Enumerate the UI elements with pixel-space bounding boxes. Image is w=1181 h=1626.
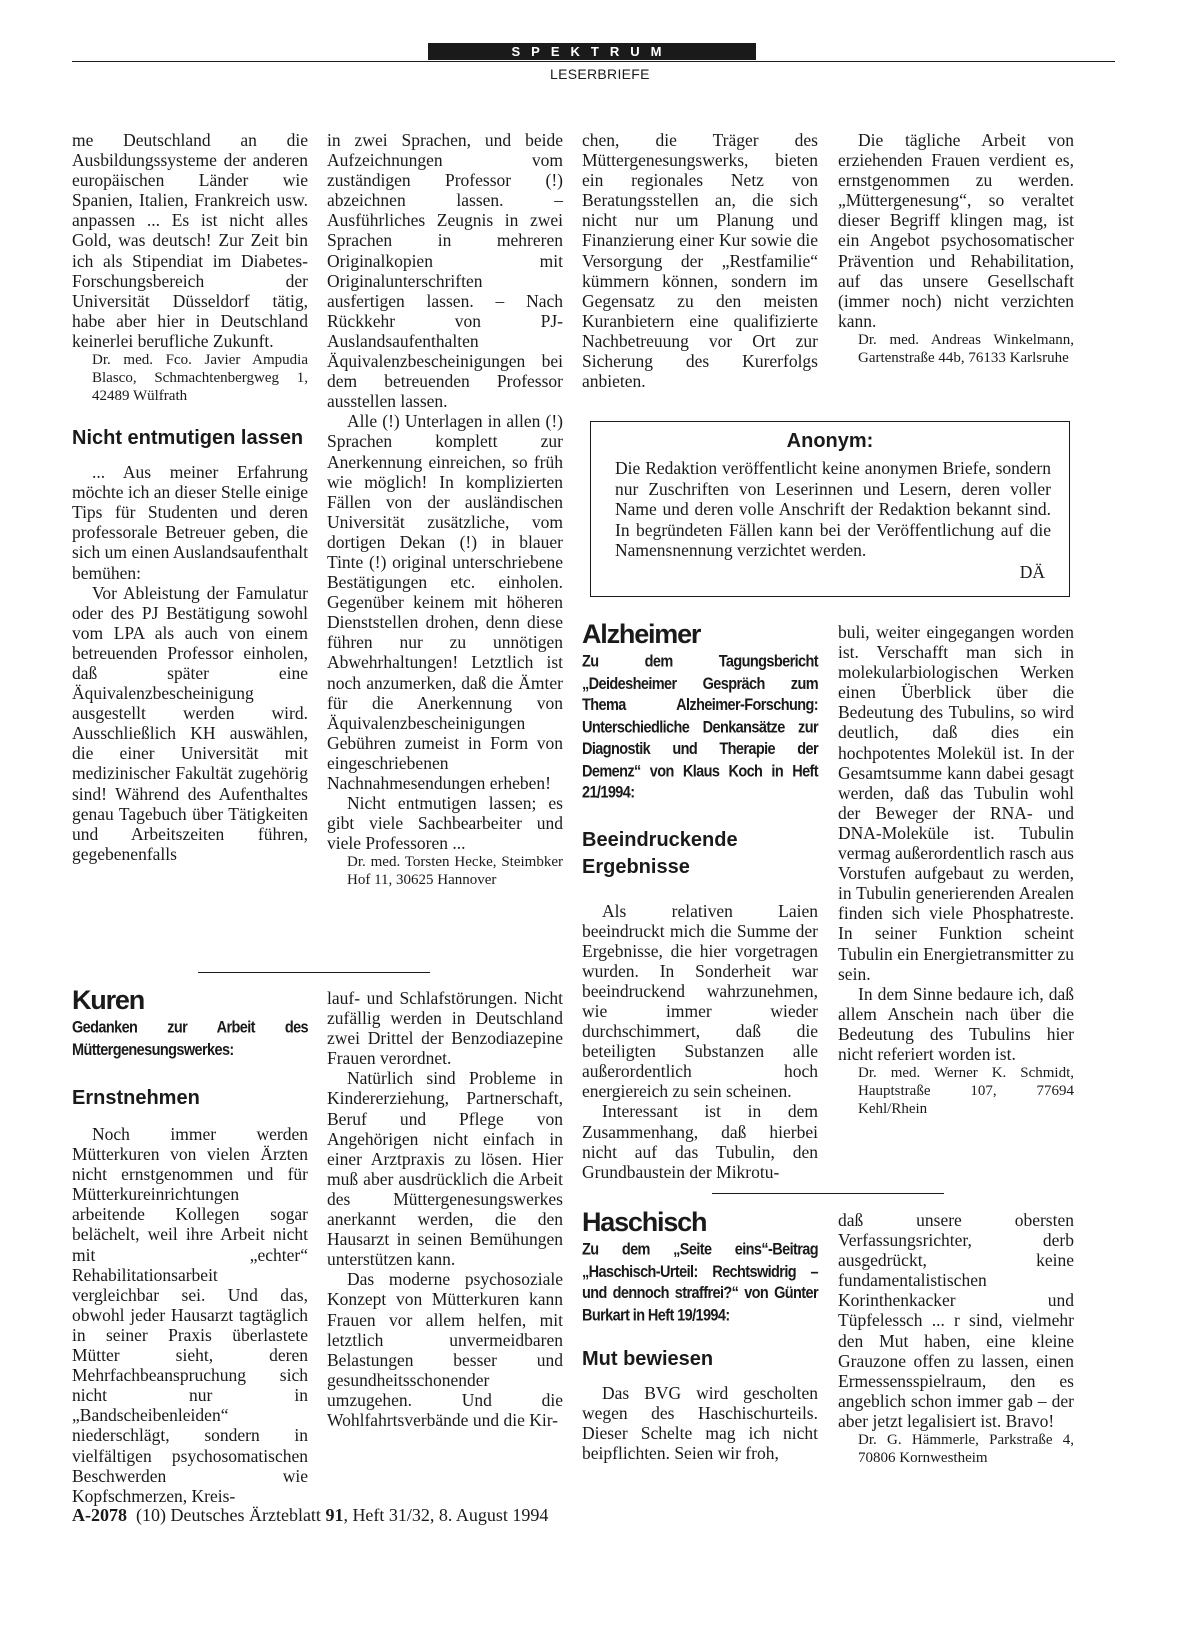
letter-paragraph: in zwei Sprachen, und beide Aufzeichnungen vom zuständigen Professor (!) abzeichnen lassen. – Ausführliches Zeugnis in zwei Sprachen in mehreren Originalkopien mit Originalunterschriften ausfertigen lassen. – Nach Rückkehr von PJ-Auslandsaufenthalten Äquivalenzbescheinigungen bei dem betreuenden Professor ausstellen lassen. bbox=[327, 130, 563, 412]
kuren-paragraph: Natürlich sind Probleme in Kindererziehung, Partnerschaft, Beruf und Pflege von Angehörigen nicht einfach in einer Arztpraxis zu lösen. Hier muß aber ausdrücklich die Arbeit des Müttergenesungswerkes anerkannt werden, die den Hausarzt in seinen Bemühungen unterstützen kann. bbox=[327, 1068, 563, 1270]
letter-signature: Dr. med. Torsten Hecke, Steimbker Hof 11, 30625 Hannover bbox=[347, 854, 563, 889]
letter-paragraph: Vor Ableistung der Famulatur oder des PJ Bestätigung sowohl vom LPA als auch von einem betreuenden Professor einholen, daß später eine Äquivalenzbescheinigung ausgestellt werden wird. Ausschließlich KH auswählen, die einer Universität mit medizinischer Fakultät zugehörig sind! Während des Aufenthaltes genau Tagebuch über Tätigkeiten und Arbeitszeiten führen, gegebenenfalls bbox=[72, 582, 308, 864]
alzheimer-column-2 bbox=[838, 622, 1074, 1118]
letter-signature: Dr. med. Andreas Winkelmann, Gartenstraße 44b, 76133 Karlsruhe bbox=[858, 331, 1074, 366]
alzheimer-signature: Dr. med. Werner K. Schmidt, Hauptstraße 107, 77694 Kehl/Rhein bbox=[858, 1065, 1074, 1118]
haschisch-intro: Zu dem „Seite eins“-Beitrag „Haschisch-Urteil: Rechtswidrig – und dennoch straffrei?“ von Günter Burkart in Heft 19/1994: bbox=[582, 1241, 818, 1325]
kuren-column-2 bbox=[327, 988, 563, 1430]
alzheimer-intro: Zu dem Tagungsbericht „Deidesheimer Gespräch zum Thema Alzheimer-Forschung: Unterschiedliche Denkansätze zur Diagnostik und Therapie der Demenz“ von Klaus Koch in Heft 21/1994: bbox=[582, 653, 818, 803]
letter-signature: Dr. med. Fco. Javier Ampudia Blasco, Schmachtenbergweg 1, 42489 Wülfrath bbox=[92, 352, 308, 405]
letter-column-2 bbox=[327, 130, 563, 889]
letter-paragraph: Alle (!) Unterlagen in allen (!) Sprachen komplett zur Anerkennung einreichen, so früh wie möglich! In komplizierten Fällen von der ausländischen Universität zusätzliche, vom dortigen Dekan (!) in blauer Tinte (!) original unterschriebene Bestätigungen etc. einholen. Gegenüber keinem mit höheren Dienststellen drohen, denn diese führen nur zu unnötigen Abwehrhaltungen! Letztlich ist noch anzumerken, daß die Ämter für die Anerkennung von Äquivalenzbescheinigungen Gebühren zumeist in Form von eingeschriebenen Nachnahmesendungen erheben! bbox=[327, 411, 563, 793]
alzheimer-paragraph: In dem Sinne bedaure ich, daß allem Anschein nach über die Bedeutung des Tubulins hier nicht referiert worden ist. bbox=[838, 983, 1074, 1064]
kuren-intro: Gedanken zur Arbeit des Müttergenesungswerkes: bbox=[72, 1019, 308, 1059]
haschisch-headline: Mut bewiesen bbox=[582, 1348, 714, 1370]
page-number: A-2078 bbox=[72, 1505, 127, 1525]
editorial-note-title: Anonym: bbox=[786, 430, 874, 452]
editorial-note-text: Die Redaktion veröffentlicht keine anonymen Briefe, sondern nur Zuschriften von Leserinnen und Lesern, deren voller Name und deren volle Anschrift der Redaktion bekannt sind. In begründeten Fällen kann bei der Veröffentlichung auf die Namensnennung verzichtet werden. bbox=[615, 458, 1051, 560]
kuren-paragraph: lauf- und Schlafstörungen. Nicht zufällig werden in Deutschland zwei Drittel der Benzodiazepine Frauen verordnet. bbox=[327, 988, 563, 1069]
alzheimer-paragraph: Als relativen Laien beeindruckt mich die Summe der Ergebnisse, die hier vorgetragen wurden. In Sonderheit war beeindruckend wahrzunehmen, wie immer wieder durchschimmert, daß die beteiligten Substanzen alle außerordentlich hoch energiereich zu sein scheinen. bbox=[582, 900, 818, 1102]
letter-paragraph: chen, die Träger des Müttergenesungswerks, bieten ein regionales Netz von Beratungsstellen an, die sich nicht nur um Planung und Finanzierung einer Kur sowie die Versorgung der „Restfamilie“ kümmern können, sondern im Gegensatz zu den meisten Kuranbietern eine qualifizierte Nachbetreuung vor Ort zur Sicherung des Kurerfolgs anbieten. bbox=[582, 130, 818, 392]
kuren-column-1 bbox=[72, 984, 308, 1506]
journal-volume: 91 bbox=[325, 1505, 344, 1525]
kuren-paragraph: Noch immer werden Mütterkuren von vielen Ärzten nicht ernstgenommen und für Mütterkureinrichtungen arbeitende Kollegen sogar belächelt, weil ihre Arbeit nicht mit „echter“ Rehabilitationsarbeit vergleichbar sei. Und das, obwohl jeder Hausarzt tagtäglich in seiner Praxis überlastete Mütter sieht, deren Mehrfachbeanspruchung sich nicht nur in „Bandscheibenleiden“ niederschlägt, sondern in vielfältigen psychosomatischen Beschwerden wie Kopfschmerzen, Kreis- bbox=[72, 1124, 308, 1506]
haschisch-signature: Dr. G. Hämmerle, Parkstraße 4, 70806 Kornwestheim bbox=[858, 1432, 1074, 1467]
haschisch-title: Haschisch bbox=[582, 1207, 707, 1237]
alzheimer-title: Alzheimer bbox=[582, 619, 701, 649]
letter-paragraph: me Deutschland an die Ausbildungssysteme der anderen europäischen Länder wie Spanien, Italien, Frankreich usw. anpassen ... Es ist nicht alles Gold, was deutsch! Zur Zeit bin ich als Stipendiat im Diabetes-Forschungsbereich der Universität Düsseldorf tätig, habe aber hier in Deutschland keinerlei berufliche Zukunft. bbox=[72, 130, 308, 351]
alzheimer-paragraph: Interessant ist in dem Zusammenhang, daß hierbei nicht auf das Tubulin, den Grundbaustein der Mikrotu- bbox=[582, 1101, 818, 1182]
editorial-note-signature: DÄ bbox=[1019, 562, 1045, 582]
journal-citation: (10) Deutsches Ärzteblatt bbox=[136, 1505, 321, 1525]
page-footer bbox=[72, 1505, 548, 1526]
alzheimer-paragraph: buli, weiter eingegangen worden ist. Verschafft man sich in molekularbiologischen Werken einen Überblick über die Bedeutung des Tubulins, so wird deutlich, daß dies ein hochpotentes Molekül ist. In der Gesamtsumme kann dabei gesagt werden, daß das Tubulin wohl der Beweger der RNA- und DNA-Moleküle ist. Tubulin vermag außerordentlich rasch aus Vorstufen aufgebaut zu werden, in Tubulin generierenden Arealen finden sich viele Phosphatreste. In seiner Funktion scheint Tubulin ein Energietransmitter zu sein. bbox=[838, 622, 1074, 984]
letter-paragraph: ... Aus meiner Erfahrung möchte ich an dieser Stelle einige Tips für Studenten und deren professorale Betreuer geben, die sich um einen Auslandsaufenthalt bemühen: bbox=[72, 462, 308, 583]
letter-column-4 bbox=[838, 130, 1074, 367]
letter-column-3 bbox=[582, 130, 818, 391]
alzheimer-column-1 bbox=[582, 618, 818, 1182]
divider-rule bbox=[712, 1193, 944, 1194]
subsection-label: LESERBRIEFE bbox=[550, 66, 650, 82]
letter-paragraph: Die tägliche Arbeit von erziehenden Frauen verdient es, ernstgenommen zu werden. „Müttergenesung“, so veraltet dieser Begriff klingen mag, ist ein Angebot psychosomatischer Prävention und Rehabilitation, auf das unsere Gesellschaft (immer noch) nicht verzichten kann. bbox=[838, 130, 1074, 331]
journal-issue: , Heft 31/32, 8. August 1994 bbox=[343, 1505, 549, 1525]
letter-column-1 bbox=[72, 130, 308, 864]
letter-headline: Nicht entmutigen lassen bbox=[72, 427, 304, 450]
haschisch-paragraph: Das BVG wird gescholten wegen des Haschischurteils. Dieser Schelte mag ich nicht beipflichten. Seien wir froh, bbox=[582, 1383, 818, 1464]
kuren-headline: Ernstnehmen bbox=[72, 1087, 200, 1109]
haschisch-column-1 bbox=[582, 1206, 818, 1463]
header-rule bbox=[72, 61, 1115, 62]
editorial-note-box bbox=[590, 421, 1070, 597]
alzheimer-headline: Beeindruckende Ergebnisse bbox=[582, 828, 738, 878]
haschisch-column-2 bbox=[838, 1210, 1074, 1467]
divider-rule bbox=[198, 972, 430, 973]
kuren-title: Kuren bbox=[72, 985, 145, 1015]
letter-paragraph: Nicht entmutigen lassen; es gibt viele Sachbearbeiter und viele Professoren ... bbox=[327, 793, 563, 854]
section-banner: SPEKTRUM bbox=[428, 43, 756, 60]
kuren-paragraph: Das moderne psychosoziale Konzept von Mütterkuren kann Frauen vor allem helfen, mit letztlich unvermeidbaren Belastungen besser und gesundheitsschonender umzugehen. Und die Wohlfahrtsverbände und die Kir- bbox=[327, 1269, 563, 1430]
haschisch-paragraph: daß unsere obersten Verfassungsrichter, derb ausgedrückt, keine fundamentalistischen Korinthenkacker und Tüpfelessch ... r sind, vielmehr den Mut haben, eine kleine Grauzone offen zu lassen, einen Ermessensspielraum, den es angeblich schon immer gab – der aber jetzt legalisiert ist. Bravo! bbox=[838, 1210, 1074, 1431]
